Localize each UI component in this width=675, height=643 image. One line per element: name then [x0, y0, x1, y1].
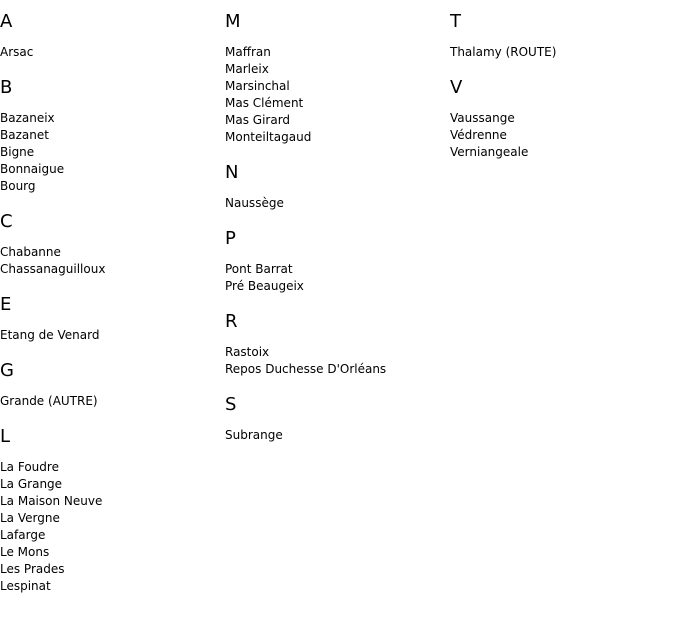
place-link[interactable]: Védrenne [450, 128, 507, 142]
place-list [0, 327, 105, 344]
place-link[interactable]: Monteiltagaud [225, 130, 312, 144]
index-column-1 [0, 10, 105, 610]
place-link[interactable]: Rastoix [225, 345, 270, 359]
place-link[interactable]: Chassanaguilloux [0, 262, 106, 276]
place-list [225, 344, 386, 378]
letter-heading: N [225, 162, 239, 183]
place-list [225, 261, 386, 295]
letter-heading: M [225, 11, 241, 32]
letter-group-a [0, 10, 105, 61]
place-link[interactable]: Verniangeale [450, 145, 529, 159]
letter-group-v [450, 76, 556, 161]
letter-group-m [225, 10, 386, 146]
place-link[interactable]: La Foudre [0, 460, 59, 474]
letter-group-t [450, 10, 556, 61]
place-link[interactable]: Vaussange [450, 111, 515, 125]
place-link[interactable]: Marleix [225, 62, 269, 76]
letter-heading: T [450, 11, 461, 32]
place-link[interactable]: Bigne [0, 145, 35, 159]
letter-heading: G [0, 360, 14, 381]
place-link[interactable]: Bonnaigue [0, 162, 65, 176]
letter-heading: V [450, 77, 463, 98]
place-list [0, 393, 105, 410]
place-link[interactable]: Bourg [0, 179, 36, 193]
place-list [0, 459, 105, 595]
place-link[interactable]: Pré Beaugeix [225, 279, 304, 293]
place-link[interactable]: Maffran [225, 45, 271, 59]
place-link[interactable]: Subrange [225, 428, 283, 442]
letter-group-b [0, 76, 105, 195]
letter-group-s [225, 393, 386, 444]
letter-heading: B [0, 77, 13, 98]
index-column-2 [225, 10, 386, 459]
place-link[interactable]: Le Mons [0, 545, 50, 559]
place-link[interactable]: Naussège [225, 196, 284, 210]
place-link[interactable]: Lespinat [0, 579, 51, 593]
place-list [0, 244, 105, 278]
place-link[interactable]: Mas Clément [225, 96, 304, 110]
place-link[interactable]: Marsinchal [225, 79, 290, 93]
letter-group-g [0, 359, 105, 410]
place-list [225, 44, 386, 146]
place-link[interactable]: La Vergne [0, 511, 60, 525]
place-list [225, 427, 386, 444]
letter-heading: A [0, 11, 13, 32]
place-link[interactable]: Les Prades [0, 562, 65, 576]
letter-heading: R [225, 311, 238, 332]
letter-group-e [0, 293, 105, 344]
place-link[interactable]: Etang de Venard [0, 328, 100, 342]
place-link[interactable]: Pont Barrat [225, 262, 293, 276]
place-link[interactable]: Lafarge [0, 528, 46, 542]
letter-heading: E [0, 294, 12, 315]
place-list [225, 195, 386, 212]
place-list [0, 44, 105, 61]
place-link[interactable]: Repos Duchesse D'Orléans [225, 362, 387, 376]
letter-heading: L [0, 426, 11, 447]
place-list [450, 44, 556, 61]
letter-group-l [0, 425, 105, 595]
place-link[interactable]: La Grange [0, 477, 63, 491]
letter-heading: P [225, 228, 236, 249]
place-link[interactable]: Thalamy (ROUTE) [450, 45, 557, 59]
place-link[interactable]: La Maison Neuve [0, 494, 103, 508]
letter-group-r [225, 310, 386, 378]
place-list [0, 110, 105, 195]
letter-group-c [0, 210, 105, 278]
place-link[interactable]: Grande (AUTRE) [0, 394, 98, 408]
letter-heading: C [0, 211, 13, 232]
letter-group-n [225, 161, 386, 212]
place-link[interactable]: Bazanet [0, 128, 49, 142]
letter-group-p [225, 227, 386, 295]
place-link[interactable]: Arsac [0, 45, 34, 59]
place-link[interactable]: Mas Girard [225, 113, 291, 127]
place-link[interactable]: Chabanne [0, 245, 61, 259]
index-column-3 [450, 10, 556, 176]
letter-heading: S [225, 394, 237, 415]
place-link[interactable]: Bazaneix [0, 111, 55, 125]
place-list [450, 110, 556, 161]
